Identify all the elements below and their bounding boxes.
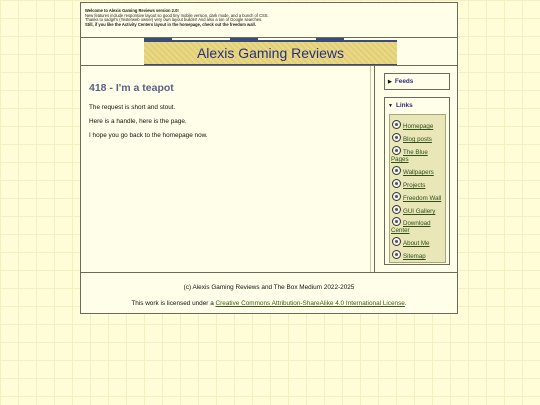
feeds-title: Feeds: [394, 78, 414, 85]
links-title: Links: [395, 102, 413, 109]
link-bullet-icon: [392, 192, 401, 201]
link-freedom-wall[interactable]: [391, 195, 446, 202]
link-bullet-icon: [392, 237, 401, 246]
page-heading: 418 - I'm a teapot: [89, 82, 174, 94]
link-blue-pages[interactable]: [391, 149, 446, 163]
link-gui-gallery[interactable]: [391, 208, 446, 215]
link-bullet-icon: [392, 250, 401, 259]
site-banner[interactable]: [144, 40, 397, 66]
link-wallpapers[interactable]: [391, 169, 446, 176]
footer-divider: [81, 272, 457, 273]
notice-line-1: Welcome to Alexis Gaming Reviews version 2.0!: [85, 8, 179, 13]
link-homepage[interactable]: [391, 123, 446, 130]
welcome-notice: [85, 9, 385, 28]
content-body: [89, 82, 359, 146]
sidebar: [378, 66, 458, 272]
notice-line-3: Thanks to sadgrl's (Yesterweb owner) very own layout builder! And also a ton of Google searches.: [85, 17, 263, 23]
link-download-center[interactable]: [391, 220, 446, 234]
link-text[interactable]: GUI Gallery: [403, 208, 436, 215]
page-container: [80, 2, 458, 314]
feeds-toggle[interactable]: [385, 74, 449, 86]
license-link[interactable]: Creative Commons Attribution-ShareAlike 4.0 International License: [215, 300, 405, 307]
banner-decoration: [316, 38, 344, 40]
link-text[interactable]: The Blue Pages: [391, 149, 428, 163]
copyright-text: (c) Alexis Gaming Reviews and The Box Medium 2022-2025: [183, 284, 355, 291]
link-text[interactable]: Wallpapers: [403, 169, 434, 176]
license-line: [81, 300, 457, 308]
link-sitemap[interactable]: [391, 253, 446, 260]
link-bullet-icon: [392, 205, 401, 214]
link-bullet-icon: [392, 146, 401, 155]
links-box: [384, 97, 450, 265]
paragraph: The request is short and stout.: [89, 104, 176, 111]
link-text[interactable]: Freedom Wall: [403, 195, 442, 202]
banner-decoration: [144, 38, 172, 40]
link-bullet-icon: [392, 133, 401, 142]
license-prefix: This work is licensed under a: [131, 300, 216, 307]
links-toggle[interactable]: [385, 98, 449, 110]
caret-down-icon: ▼: [388, 103, 393, 109]
link-text[interactable]: Homepage: [403, 123, 434, 130]
footer: [81, 284, 457, 308]
link-text[interactable]: Download Center: [391, 220, 431, 234]
feeds-box[interactable]: [384, 73, 450, 90]
link-text[interactable]: About Me: [403, 240, 430, 247]
link-bullet-icon: [392, 179, 401, 188]
notice-line-2: New features include responsive layout so good tiny mobile version, dark mode, and a bunch of CSS.: [85, 12, 269, 18]
license-suffix: .: [404, 300, 407, 307]
link-about-me[interactable]: [391, 240, 446, 247]
links-list: [389, 114, 446, 263]
link-text[interactable]: Sitemap: [403, 253, 426, 260]
link-blog[interactable]: [391, 136, 446, 143]
caret-right-icon: ▶: [388, 79, 392, 85]
link-text[interactable]: Projects: [403, 182, 426, 189]
paragraph: I hope you go back to the homepage now.: [89, 132, 208, 139]
header-divider: [81, 37, 457, 38]
main-content: [81, 66, 375, 272]
link-bullet-icon: [392, 120, 401, 129]
paragraph: Here is a handle, here is the page.: [89, 118, 187, 125]
site-title: Alexis Gaming Reviews: [196, 45, 345, 61]
link-bullet-icon: [392, 217, 401, 226]
main-inner-border: [370, 66, 371, 272]
notice-line-4: Still, if you like the Activity Centers layout in the homepage, check out the freedom wall.: [85, 22, 256, 28]
link-text[interactable]: Blog posts: [403, 136, 432, 143]
link-projects[interactable]: [391, 182, 446, 189]
link-bullet-icon: [392, 166, 401, 175]
banner-decoration: [230, 38, 258, 40]
